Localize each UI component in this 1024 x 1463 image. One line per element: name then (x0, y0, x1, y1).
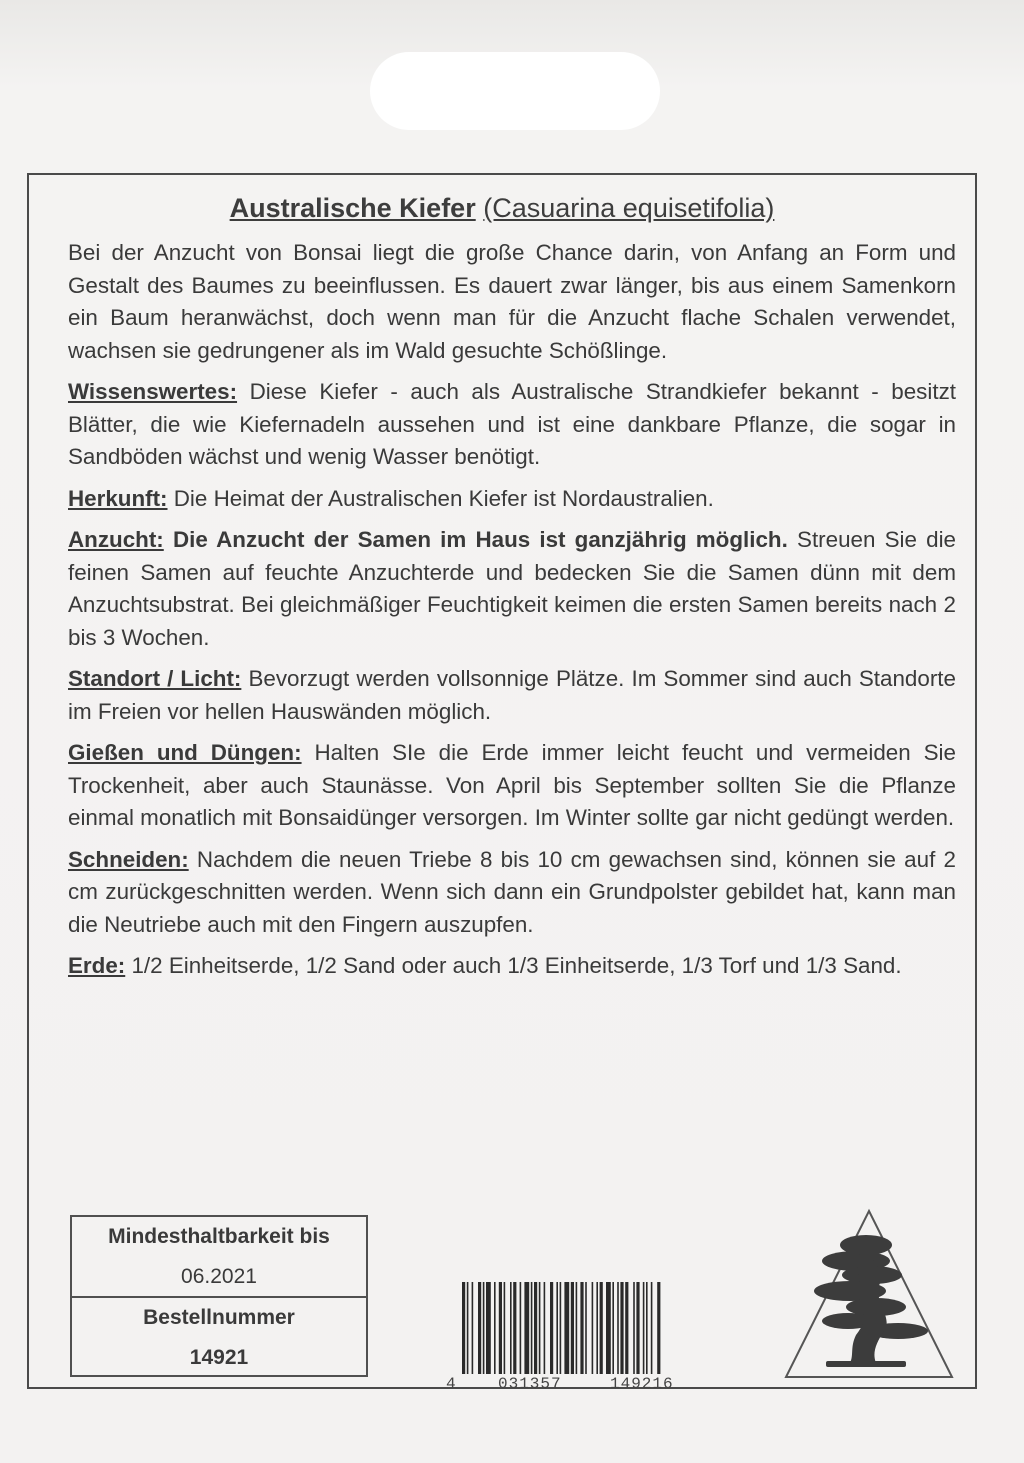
section-giessen (68, 737, 956, 835)
barcode-bar (625, 1282, 628, 1374)
barcode-bar (643, 1282, 645, 1374)
section-label: Schneiden: (68, 846, 189, 872)
bonsai-tree-icon (814, 1235, 928, 1367)
intro-paragraph: Bei der Anzucht von Bonsai liegt die große Chance darin, von Anfang an Form und Gestalt des Baumes zu beeinflussen. Es dauert zwar länger, bis aus einem Samenkorn ein Baum heranwächst, doch wenn man für die Anzucht flache Schalen verwendet, wachsen sie gedrungener als im Wald gesuchte Schößlinge. (68, 240, 956, 363)
barcode-right-digits: 149216 (610, 1375, 674, 1393)
barcode-bar (571, 1282, 574, 1374)
section-label: Wissenswertes: (68, 379, 238, 404)
description-text (68, 237, 956, 992)
mhd-value: 06.2021 (72, 1257, 366, 1299)
section-standort (68, 663, 956, 728)
section-anzucht (68, 524, 956, 654)
barcode-bar (556, 1282, 558, 1374)
barcode-bar (600, 1282, 603, 1374)
bonsai-logo (780, 1205, 958, 1383)
barcode-bar (596, 1282, 598, 1374)
barcode-bar (499, 1282, 502, 1374)
mhd-label: Mindesthaltbarkeit bis (108, 1225, 330, 1248)
section-label: Anzucht: (68, 527, 164, 552)
barcode-bar (646, 1282, 648, 1374)
barcode-bar (620, 1282, 623, 1374)
section-label: Gießen und Düngen: (68, 740, 302, 765)
barcode-left-digits: 031357 (498, 1375, 562, 1393)
barcode-bar (494, 1282, 496, 1374)
section-text: Diese Kiefer - auch als Australische Strandkiefer bekannt - besitzt Blätter, die wie Kiefernadeln aussehen und ist eine dankbare Pflanze, die sogar in Sandböden wächst und wenig Wasser benötigt. (68, 379, 956, 469)
barcode-bar (564, 1282, 569, 1374)
barcode-bar (520, 1282, 522, 1374)
barcode-bar (513, 1282, 516, 1374)
section-label: Herkunft: (68, 485, 168, 511)
info-box (70, 1215, 368, 1377)
barcode-bar (483, 1282, 485, 1374)
barcode-bar (550, 1282, 553, 1374)
section-erde (68, 950, 956, 983)
barcode-bars (462, 1282, 712, 1374)
barcode-bar (657, 1282, 660, 1374)
barcode-bar (534, 1282, 537, 1374)
section-label: Erde: (68, 953, 126, 978)
barcode-bar (560, 1282, 562, 1374)
barcode-bar (606, 1282, 611, 1374)
barcode-bar (633, 1282, 635, 1374)
barcode-bar (504, 1282, 506, 1374)
barcode-bar (462, 1282, 465, 1374)
barcode-bar (478, 1282, 481, 1374)
section-text: Die Heimat der Australischen Kiefer ist Nordaustralien. (173, 485, 714, 511)
page-title (29, 191, 975, 225)
section-herkunft (68, 483, 956, 516)
barcode-first-digit: 4 (446, 1375, 457, 1393)
section-text: 1/2 Einheitserde, 1/2 Sand oder auch 1/3 Einheitserde, 1/3 Torf und 1/3 Sand. (131, 953, 902, 978)
section-bold-text: Die Anzucht der Samen im Haus ist ganzjährig möglich. (172, 527, 788, 552)
barcode-bar (524, 1282, 529, 1374)
section-text: Nachdem die neuen Triebe 8 bis 10 cm gewachsen sind, können sie auf 2 cm zurückgeschnitten werden. Wenn sich dann ein Grundpolster gebildet hat, kann man die Neutriebe auch mit den Fingern auszupfen. (68, 846, 956, 937)
order-number-label: Bestellnummer (143, 1306, 295, 1329)
section-text: Bevorzugt werden vollsonnige Plätze. Im Sommer sind auch Standorte im Freien vor hellen Hauswänden möglich. (68, 666, 956, 724)
barcode-bar (467, 1282, 469, 1374)
barcode-bar (486, 1282, 491, 1374)
barcode-bar (472, 1282, 474, 1374)
barcode-bar (544, 1282, 546, 1374)
common-name: Australische Kiefer (229, 193, 476, 223)
barcode-bar (636, 1282, 639, 1374)
barcode-bar (585, 1282, 587, 1374)
barcode-bar (617, 1282, 619, 1374)
order-number-value: 14921 (189, 1345, 249, 1369)
barcode-bar (612, 1282, 614, 1374)
barcode-bar (510, 1282, 512, 1374)
section-label: Standort / Licht: (68, 666, 242, 691)
section-schneiden (68, 844, 956, 942)
section-text: Halten SIe die Erde immer leicht feucht und vermeiden Sie Trockenheit, aber auch Staunässe. Von April bis September sollten Sie die Pflanze einmal monatlich mit Bonsaidünger versorgen. Im Winter sollte gar nicht gedüngt werden. (68, 740, 956, 830)
barcode-bar (539, 1282, 541, 1374)
barcode-bar (531, 1282, 533, 1374)
barcode-bar (580, 1282, 583, 1374)
latin-name: (Casuarina equisetifolia) (483, 193, 775, 223)
barcode-bar (592, 1282, 594, 1374)
barcode (446, 1282, 722, 1400)
section-text: Streuen Sie die feinen Samen auf feuchte Anzuchterde und bedecken Sie die Samen dünn mit dem Anzuchtsubstrat. Bei gleichmäßiger Feuchtigkeit keimen die ersten Samen bereits nach 2 bis 3 Wochen. (68, 527, 956, 650)
section-wissenswertes (68, 376, 956, 474)
barcode-bar (651, 1282, 653, 1374)
barcode-bar (576, 1282, 578, 1374)
hang-hole (370, 52, 660, 130)
